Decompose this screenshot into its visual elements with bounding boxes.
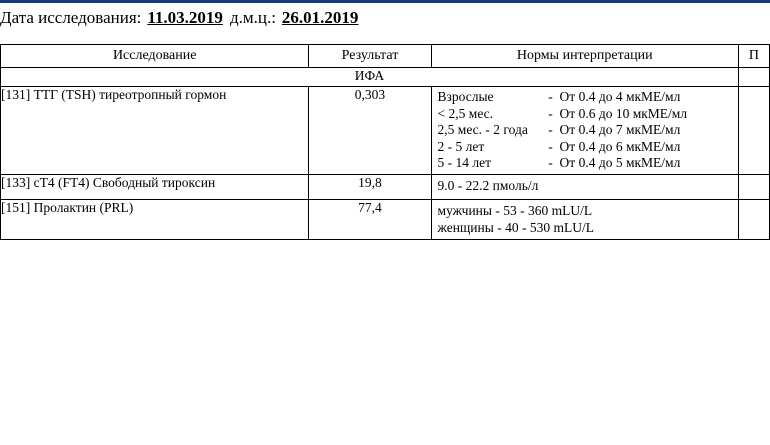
- cycle-label: д.м.ц.:: [229, 8, 276, 27]
- row-extra-cell: [738, 174, 769, 199]
- norm-value: 9.0 - 22.2 пмоль/л: [437, 177, 539, 193]
- norm-line: [438, 89, 734, 106]
- row-norms: [431, 199, 738, 239]
- row-result-value: 19,8: [309, 174, 431, 199]
- norm-value: От 0.4 до 5 мкМЕ/мл: [559, 155, 681, 171]
- norm-dash: -: [548, 89, 553, 104]
- norm-value-female: женщины - 40 - 530 mLU/L: [437, 220, 594, 236]
- column-header-study: Исследование: [1, 45, 309, 68]
- row-norms: [431, 87, 738, 175]
- report-header: [0, 4, 770, 32]
- date-label: Дата исследования:: [0, 8, 142, 27]
- row-study-name: [151] Пролактин (PRL): [1, 199, 309, 239]
- norm-line: [438, 122, 734, 139]
- group-label: ИФА: [1, 68, 739, 87]
- column-header-result: Результат: [309, 45, 431, 68]
- norm-group-label: < 2,5 мес.: [437, 105, 494, 121]
- norm-group-label: 2 - 5 лет: [437, 138, 485, 154]
- group-row-ifa: [1, 68, 770, 87]
- group-extra-cell: [738, 68, 769, 87]
- norm-line: [438, 106, 734, 123]
- norm-value: От 0.4 до 6 мкМЕ/мл: [559, 138, 681, 154]
- norm-group-label: Взрослые: [437, 89, 494, 104]
- row-study-name: [131] ТТГ (TSH) тиреотропный гормон: [1, 87, 309, 175]
- norm-dash: -: [548, 138, 553, 154]
- norm-value-male: мужчины - 53 - 360 mLU/L: [437, 202, 593, 218]
- norm-line: [438, 155, 734, 172]
- results-table: [0, 44, 770, 240]
- norm-value: От 0.4 до 4 мкМЕ/мл: [559, 89, 681, 104]
- row-result-value: 77,4: [309, 199, 431, 239]
- cycle-value: 26.01.2019: [281, 8, 359, 27]
- norm-group-label: 5 - 14 лет: [437, 155, 492, 171]
- norm-group-label: 2,5 мес. - 2 года: [437, 122, 528, 138]
- norm-dash: -: [548, 155, 553, 171]
- table-row: [1, 174, 770, 199]
- row-extra-cell: [738, 199, 769, 239]
- row-norms: [431, 174, 738, 199]
- table-row: [1, 199, 770, 239]
- results-table-container: [0, 44, 770, 240]
- norm-value: От 0.4 до 7 мкМЕ/мл: [559, 122, 681, 138]
- column-header-extra: П: [738, 45, 769, 68]
- top-accent-bar: [0, 0, 770, 3]
- table-header-row: [1, 45, 770, 68]
- row-result-value: 0,303: [309, 87, 431, 175]
- norm-dash: -: [548, 122, 553, 138]
- table-row: [1, 87, 770, 175]
- column-header-norms: Нормы интерпретации: [431, 45, 738, 68]
- date-value: 11.03.2019: [147, 8, 223, 27]
- row-study-name: [133] сТ4 (FT4) Свободный тироксин: [1, 174, 309, 199]
- norm-value: От 0.6 до 10 мкМЕ/мл: [559, 105, 688, 121]
- row-extra-cell: [738, 87, 769, 175]
- norm-dash: -: [548, 105, 553, 121]
- norm-line: [438, 139, 734, 156]
